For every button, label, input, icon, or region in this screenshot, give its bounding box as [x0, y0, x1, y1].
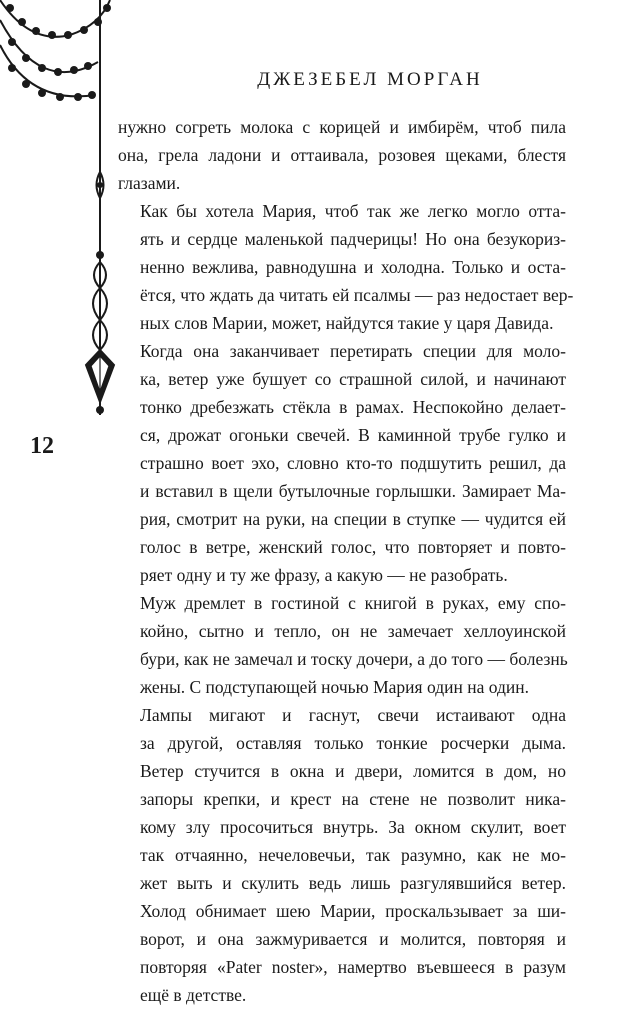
- paragraph: [118, 589, 566, 701]
- text-line: Как бы хотела Мария, чтоб так же легко могло отта-: [140, 201, 566, 221]
- text-line: Холод обнимает шею Марии, проскальзывает за ши-: [140, 901, 566, 921]
- text-line: ряет одну и ту же фразу, а какую — не разобрать.: [140, 565, 508, 585]
- text-line: страшно воет эхо, словно кто-то подшутить решил, да: [140, 453, 566, 473]
- text-line: Ветер стучится в окна и двери, ломится в дом, но: [140, 761, 566, 781]
- text-line: ка, ветер уже бушует со страшной силой, и начинают: [140, 369, 566, 389]
- text-line: Лампы мигают и гаснут, свечи истаивают одна: [140, 705, 566, 725]
- body-text: [118, 113, 574, 1009]
- text-line: голос в ветре, женский голос, что повторяет и повто-: [140, 537, 566, 557]
- paragraph: [118, 197, 574, 337]
- text-line: Муж дремлет в гостиной с книгой в руках, ему спо-: [140, 593, 566, 613]
- text-line: так отчаянно, нечеловечьи, так разумно, как не мо-: [140, 845, 566, 865]
- text-line: тонко дребезжать стёкла в рамах. Неспокойно делает-: [140, 397, 566, 417]
- text-line: запоры крепки, и крест на стене не позволит ника-: [140, 789, 566, 809]
- text-line: она, грела ладони и оттаивала, розовея щеками, блестя: [118, 145, 566, 165]
- paragraph: [118, 701, 566, 1009]
- text-line: нужно согреть молока с корицей и имбирём, чтоб пила: [118, 117, 566, 137]
- text-line: кому злу просочиться внутрь. За окном скулит, воет: [140, 817, 566, 837]
- text-line: глазами.: [118, 173, 181, 193]
- running-header: ДЖЕЗЕБЕЛ МОРГАН: [257, 69, 483, 90]
- text-line: ещё в детстве.: [140, 985, 247, 1005]
- text-line: бури, как не замечал и тоску дочери, а до того — болезнь: [140, 649, 568, 669]
- text-line: ять и сердце маленькой падчерицы! Но она безукориз-: [140, 229, 566, 249]
- text-line: и вставил в щели бутылочные горлышки. Замирает Ма-: [140, 481, 566, 501]
- text-line: повторяя «Pater noster», намертво въевшееся в разум: [140, 957, 566, 977]
- text-line: за другой, оставляя только тонкие росчерки дыма.: [140, 733, 566, 753]
- text-line: ворот, и она зажмуривается и молится, повторяя и: [140, 929, 566, 949]
- paragraph: [118, 337, 566, 589]
- text-line: жены. С подступающей ночью Мария один на один.: [140, 677, 529, 697]
- text-line: рия, смотрит на руки, на специи в ступке — чудится ей: [140, 509, 566, 529]
- paragraph: [118, 113, 566, 197]
- text-line: ных слов Марии, может, найдутся такие у царя Давида.: [140, 313, 554, 333]
- text-line: койно, сытно и тепло, он не замечает хеллоуинской: [140, 621, 566, 641]
- page-number: 12: [30, 433, 54, 459]
- text-line: ненно вежлива, равнодушна и холодна. Только и оста-: [140, 257, 566, 277]
- text-line: ся, дрожат огоньки свечей. В каминной трубе гулко и: [140, 425, 566, 445]
- text-line: жет выть и скулить ведь лишь разгулявшийся ветер.: [140, 873, 566, 893]
- text-line: ётся, что ждать да читать ей псалмы — раз недостает вер-: [140, 285, 574, 305]
- text-line: Когда она заканчивает перетирать специи для моло-: [140, 341, 566, 361]
